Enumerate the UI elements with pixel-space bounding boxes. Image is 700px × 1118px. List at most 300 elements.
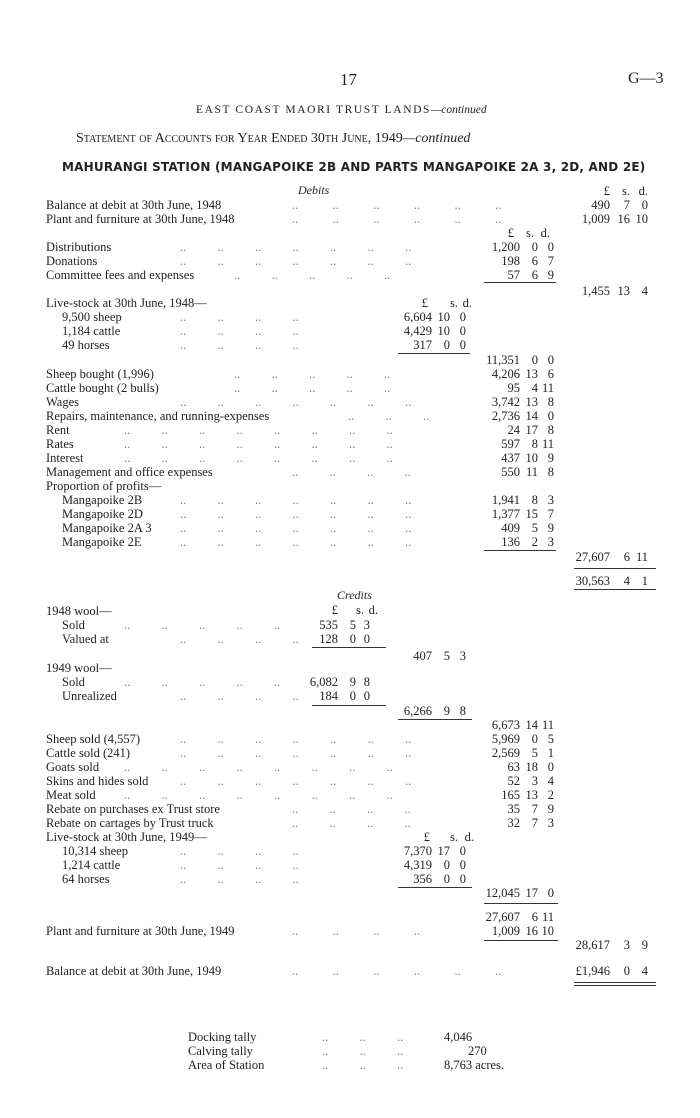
credit-wool-item-row	[0, 618, 700, 632]
credit-sale-row	[0, 788, 700, 802]
subtitle-trust-lands	[196, 104, 487, 116]
shilling: 3	[623, 938, 630, 952]
debit-livestock-item-label: 49 horses	[62, 338, 110, 352]
amount	[482, 254, 554, 269]
pence: 4	[641, 284, 648, 298]
shilling: 4	[531, 381, 538, 395]
leader-dots: .. .. .. .. .. .. ..	[180, 240, 412, 254]
pence-header: d.	[464, 830, 474, 844]
pence: 10	[541, 924, 554, 938]
subtitle-trust-lands-cont: —continued	[431, 104, 487, 116]
amount	[572, 198, 648, 213]
credit-wool-1949-label: 1949 wool—	[46, 661, 112, 675]
debit-livestock-item-label: 9,500 sheep	[62, 310, 122, 324]
debit-balance-1948-label: Balance at debit at 30th June, 1948	[46, 198, 222, 212]
pound: 356	[413, 872, 432, 886]
debit-expense-row	[0, 465, 700, 479]
debit-plant-1948-row	[0, 212, 700, 226]
credit-wool-item-label: Unrealized	[62, 689, 117, 703]
shilling: 0	[443, 338, 450, 352]
pound: 24	[507, 423, 520, 437]
pound: 597	[501, 437, 520, 451]
amount	[482, 240, 554, 255]
footer-value: 270	[468, 1044, 487, 1058]
pound: 535	[319, 618, 338, 632]
leader-dots: .. .. .. .. .. .. ..	[180, 774, 412, 788]
shilling: 0	[531, 240, 538, 254]
pence: 0	[363, 689, 370, 703]
shilling: 9	[443, 704, 450, 718]
credit-sale-label: Cattle sold (241)	[46, 746, 131, 760]
amount	[482, 451, 554, 466]
credit-sale-label: Sheep sold (4,557)	[46, 732, 141, 746]
pound-header: £	[421, 296, 428, 310]
leader-dots: .. .. ..	[322, 1030, 404, 1044]
pound: 550	[501, 465, 520, 479]
amount	[482, 746, 554, 761]
pound: 63	[507, 760, 520, 774]
station-title: MAHURANGI STATION (MANGAPOIKE 2B AND PARTS MANGAPOIKE 2A 3, 2D, AND 2E)	[62, 160, 646, 174]
shilling: 7	[623, 198, 630, 212]
footer-label: Docking tally	[188, 1030, 257, 1044]
amount	[482, 732, 554, 747]
debit-profit-row	[0, 535, 700, 549]
debit-livestock-item-label: 1,184 cattle	[62, 324, 121, 338]
shilling: 17	[437, 844, 450, 858]
leader-dots: .. .. .. ..	[292, 802, 411, 816]
amount	[572, 550, 648, 565]
pence: 9	[547, 521, 554, 535]
amount	[482, 437, 554, 452]
credit-sale-row	[0, 746, 700, 760]
credit-livestock-item-label: 64 horses	[62, 872, 110, 886]
pound: 27,607	[575, 550, 610, 564]
credit-wool-item-row	[0, 632, 700, 646]
amount	[312, 618, 370, 633]
amount	[482, 788, 554, 803]
debit-profit-label: Mangapoike 2A 3	[62, 521, 152, 535]
shilling: 5	[349, 618, 356, 632]
shilling: 0	[349, 632, 356, 646]
pence: 3	[459, 649, 466, 663]
leader-dots: .. .. .. .. .. .. ..	[180, 746, 412, 760]
pence: 0	[459, 858, 466, 872]
amount	[482, 381, 554, 396]
debit-livestock-item-row	[0, 338, 700, 352]
debit-expense-label: Rent	[46, 423, 70, 437]
leader-dots: .. .. .. .. ..	[234, 381, 391, 395]
credit-sale-row	[0, 774, 700, 788]
debit-distributions-label: Distributions	[46, 240, 112, 254]
pence: 3	[547, 493, 554, 507]
amount	[482, 910, 554, 925]
shilling: 6	[623, 550, 630, 564]
debit-expense-label: Cattle bought (2 bulls)	[46, 381, 159, 395]
leader-dots: .. .. .. .. .. ..	[292, 198, 502, 212]
pence: 9	[641, 938, 648, 952]
leader-dots: .. .. .. ..	[180, 324, 299, 338]
pence: 11	[541, 381, 554, 395]
pound: 128	[319, 632, 338, 646]
leader-dots: .. .. .. ..	[292, 816, 411, 830]
footer-value: 8,763 acres.	[444, 1058, 505, 1072]
shilling: 13	[525, 367, 538, 381]
debit-profit-label: Mangapoike 2E	[62, 535, 142, 549]
credit-wool-item-row	[0, 689, 700, 703]
credit-wool-item-label: Sold	[62, 675, 85, 689]
leader-dots: .. .. .. ..	[180, 872, 299, 886]
pound: 52	[507, 774, 520, 788]
credit-sale-row	[0, 760, 700, 774]
amount	[394, 844, 466, 859]
leader-dots: .. .. .. ..	[180, 858, 299, 872]
shilling: 7	[531, 816, 538, 830]
credit-wool-1949-total-row	[0, 704, 700, 718]
credit-sale-row	[0, 732, 700, 746]
leader-dots: .. .. .. ..	[180, 338, 299, 352]
shilling: 0	[531, 353, 538, 367]
pence: 0	[459, 872, 466, 886]
leader-dots: .. .. .. ..	[180, 844, 299, 858]
pound: 6,082	[309, 675, 338, 689]
leader-dots: .. .. .. .. .. ..	[292, 212, 502, 226]
amount	[394, 872, 466, 887]
pence: 4	[547, 774, 554, 788]
leader-dots: .. .. .. .. ..	[124, 675, 281, 689]
credit-balance-1949-label: Balance at debit at 30th June, 1949	[46, 964, 222, 978]
pence: 0	[363, 632, 370, 646]
debit-distributions-row	[0, 240, 700, 254]
amount	[482, 353, 554, 368]
amount	[482, 507, 554, 522]
pound-header: £	[603, 184, 610, 198]
pound: 57	[507, 268, 520, 282]
credit-sale-label: Rebate on cartages by Trust truck	[46, 816, 214, 830]
pence: 7	[547, 507, 554, 521]
pence-header: d.	[368, 603, 378, 617]
pound: 27,607	[485, 910, 520, 924]
pound: 28,617	[575, 938, 610, 952]
amount	[482, 521, 554, 536]
subtitle-statement-main: Statement of Accounts for Year Ended 30th June, 1949	[76, 131, 403, 146]
shilling: 17	[525, 886, 538, 900]
amount	[482, 493, 554, 508]
amount	[312, 632, 370, 647]
amount	[482, 423, 554, 438]
credit-wool-1948-heading-row	[0, 604, 700, 618]
debit-profits-label: Proportion of profits—	[46, 479, 162, 493]
shilling: 0	[531, 732, 538, 746]
pence-header: d.	[540, 226, 550, 240]
amount	[394, 858, 466, 873]
debit-livestock-1948-label: Live-stock at 30th June, 1948—	[46, 296, 207, 310]
pound: 1,200	[491, 240, 520, 254]
rule	[484, 903, 558, 904]
pound: 184	[319, 689, 338, 703]
leader-dots: .. .. .. .. .. .. .. ..	[124, 423, 393, 437]
pence: 0	[459, 310, 466, 324]
shilling: 0	[443, 858, 450, 872]
pence: 10	[635, 212, 648, 226]
debit-expense-row	[0, 367, 700, 381]
amount	[482, 816, 554, 831]
leader-dots: .. .. .. .. .. .. ..	[180, 395, 412, 409]
debit-expense-row	[0, 395, 700, 409]
pound: 95	[507, 381, 520, 395]
shilling: 6	[531, 254, 538, 268]
pence: 11	[541, 718, 554, 732]
credit-balance-1949-row	[0, 964, 700, 978]
pence: 11	[541, 437, 554, 451]
subtitle-statement-cont: —continued	[402, 131, 471, 146]
shilling: 4	[623, 574, 630, 588]
pound-header: £	[331, 603, 338, 617]
debits-lsd-header-col4	[590, 184, 648, 199]
amount	[482, 886, 554, 901]
footer-label: Area of Station	[188, 1058, 265, 1072]
pence: 3	[547, 535, 554, 549]
amount	[482, 718, 554, 733]
leader-dots: .. .. .. .. .. .. ..	[180, 254, 412, 268]
shilling: 16	[617, 212, 630, 226]
rule	[574, 568, 656, 569]
rule	[312, 647, 386, 648]
amount	[572, 212, 648, 227]
rule	[574, 589, 656, 590]
rule	[574, 985, 656, 986]
leader-dots: .. .. .. .. .. .. .. ..	[124, 760, 393, 774]
pound: 1,941	[491, 493, 520, 507]
pence-header: d.	[638, 184, 648, 198]
credit-wool-1949-heading-row	[0, 661, 700, 675]
leader-dots: .. .. .. .. ..	[234, 367, 391, 381]
shilling: 13	[617, 284, 630, 298]
pound: 6,604	[403, 310, 432, 324]
amount	[482, 367, 554, 382]
amount	[482, 395, 554, 410]
credit-wool-item-row	[0, 675, 700, 689]
footer-row	[0, 1044, 700, 1058]
shilling-header: s.	[526, 226, 534, 240]
amount	[482, 802, 554, 817]
leader-dots: .. .. .. .. .. .. ..	[180, 535, 412, 549]
page-number: 17	[340, 70, 357, 89]
debit-profit-row	[0, 493, 700, 507]
leader-dots: .. .. ..	[322, 1058, 404, 1072]
shilling: 5	[531, 521, 538, 535]
leader-dots: .. .. .. ..	[292, 465, 411, 479]
credit-livestock-item-row	[0, 858, 700, 872]
leader-dots: .. .. ..	[348, 409, 430, 423]
amount	[394, 704, 466, 719]
debit-committee-label: Committee fees and expenses	[46, 268, 195, 282]
shilling: 10	[437, 310, 450, 324]
leader-dots: .. .. .. .. .. .. ..	[180, 507, 412, 521]
pound: 317	[413, 338, 432, 352]
shilling: 9	[349, 675, 356, 689]
debit-expense-label: Wages	[46, 395, 80, 409]
shilling: 14	[525, 718, 538, 732]
shilling-header: s.	[450, 830, 458, 844]
debit-livestock-item-row	[0, 310, 700, 324]
pence: 8	[547, 423, 554, 437]
amount	[482, 465, 554, 480]
pence: 0	[641, 198, 648, 212]
debit-donations-label: Donations	[46, 254, 98, 268]
credit-sale-label: Skins and hides sold	[46, 774, 149, 788]
footer-value: 4,046	[444, 1030, 473, 1044]
shilling-header: s.	[356, 603, 364, 617]
pence: 11	[541, 910, 554, 924]
credit-wool-total-row	[0, 718, 700, 732]
shilling: 16	[525, 924, 538, 938]
credit-livestock-item-label: 10,314 sheep	[62, 844, 128, 858]
lsd-header-col2	[414, 830, 474, 845]
pence: 3	[547, 816, 554, 830]
pound: 4,319	[403, 858, 432, 872]
pence: 0	[547, 760, 554, 774]
debit-grand-total-row	[0, 574, 700, 588]
credit-wool-item-label: Valued at	[62, 632, 109, 646]
rule	[484, 282, 556, 283]
shilling: 3	[531, 774, 538, 788]
pound: 2,736	[491, 409, 520, 423]
pound: 1,009	[581, 212, 610, 226]
pence: 9	[547, 268, 554, 282]
amount	[572, 574, 648, 589]
debit-profit-row	[0, 507, 700, 521]
pence: 6	[547, 367, 554, 381]
pound: 4,429	[403, 324, 432, 338]
credit-carried-row	[0, 910, 700, 924]
pence: 2	[547, 788, 554, 802]
amount	[482, 409, 554, 424]
debit-profit-label: Mangapoike 2D	[62, 507, 143, 521]
credit-livestock-1949-heading-row	[0, 830, 700, 844]
subtitle-statement	[76, 131, 470, 147]
credit-plant-1949-label: Plant and furniture at 30th June, 1949	[46, 924, 235, 938]
pound: 32	[507, 816, 520, 830]
credit-total-row	[0, 938, 700, 952]
amount	[394, 338, 466, 353]
debit-profit-row	[0, 521, 700, 535]
pence: 0	[547, 886, 554, 900]
amount	[572, 938, 648, 953]
pence: 0	[547, 240, 554, 254]
credit-livestock-item-label: 1,214 cattle	[62, 858, 121, 872]
leader-dots: .. .. .. .. .. .. .. ..	[124, 451, 393, 465]
debit-expense-label: Rates	[46, 437, 74, 451]
amount	[482, 535, 554, 550]
debit-expense-row	[0, 381, 700, 395]
pound: 1,377	[491, 507, 520, 521]
debits-lsd-header-col3	[498, 226, 550, 241]
amount	[482, 774, 554, 789]
debit-plant-1948-label: Plant and furniture at 30th June, 1948	[46, 212, 235, 226]
credit-sale-label: Goats sold	[46, 760, 100, 774]
credit-sale-label: Rebate on purchases ex Trust store	[46, 802, 220, 816]
pound: 12,045	[485, 886, 520, 900]
pence: 11	[635, 550, 648, 564]
leader-dots: .. .. .. ..	[180, 310, 299, 324]
shilling: 17	[525, 423, 538, 437]
pound: 6,266	[403, 704, 432, 718]
shilling: 18	[525, 760, 538, 774]
pound: 198	[501, 254, 520, 268]
amount	[572, 964, 648, 979]
amount	[304, 675, 370, 690]
pound: 1,455	[581, 284, 610, 298]
shilling: 5	[443, 649, 450, 663]
credit-sale-label: Meat sold	[46, 788, 96, 802]
pound: 3,742	[491, 395, 520, 409]
debit-profit-label: Mangapoike 2B	[62, 493, 143, 507]
shilling: 6	[531, 268, 538, 282]
pence: 7	[547, 254, 554, 268]
credit-livestock-1949-label: Live-stock at 30th June, 1949—	[46, 830, 207, 844]
debit-livestock-1948-total-row	[0, 353, 700, 367]
shilling: 15	[525, 507, 538, 521]
pence: 0	[547, 353, 554, 367]
shilling: 10	[525, 451, 538, 465]
shilling: 14	[525, 409, 538, 423]
pound: 4,206	[491, 367, 520, 381]
leader-dots: .. .. .. .. .. .. .. ..	[124, 437, 393, 451]
pound: 409	[501, 521, 520, 535]
footer-row	[0, 1030, 700, 1044]
pound: 5,969	[491, 732, 520, 746]
leader-dots: .. .. .. .. .. .. ..	[180, 521, 412, 535]
leader-dots: .. .. .. .. .. .. ..	[180, 732, 412, 746]
pence: 9	[547, 802, 554, 816]
pound-header: £	[423, 830, 430, 844]
leader-dots: .. .. .. .. .. ..	[292, 964, 502, 978]
debit-expense-label: Interest	[46, 451, 84, 465]
leader-dots: .. .. .. ..	[292, 924, 421, 938]
debit-profits-heading-row	[0, 479, 700, 493]
pound: 30,563	[575, 574, 610, 588]
amount	[394, 324, 466, 339]
pound: 2,569	[491, 746, 520, 760]
debit-expense-label: Repairs, maintenance, and running-expenses	[46, 409, 270, 423]
pence: 0	[459, 338, 466, 352]
shilling: 11	[525, 465, 538, 479]
amount	[482, 760, 554, 775]
pound: 35	[507, 802, 520, 816]
leader-dots: .. .. .. .. .. .. .. ..	[124, 788, 393, 802]
leader-dots: .. .. .. .. ..	[124, 618, 281, 632]
shilling: 5	[531, 746, 538, 760]
leader-dots: .. .. .. ..	[180, 689, 299, 703]
amount	[482, 924, 554, 939]
pound: 490	[591, 198, 610, 212]
pound: 136	[501, 535, 520, 549]
pound-header: £	[507, 226, 514, 240]
pence: 8	[547, 465, 554, 479]
shilling: 0	[349, 689, 356, 703]
debits-heading: Debits	[298, 183, 330, 197]
credit-livestock-1949-total-row	[0, 886, 700, 900]
debit-committee-row	[0, 268, 700, 282]
credit-wool-1948-label: 1948 wool—	[46, 604, 112, 618]
lsd-header-col2	[412, 296, 472, 311]
debit-subtotal-2-row	[0, 550, 700, 564]
shilling: 2	[531, 535, 538, 549]
shilling: 6	[531, 910, 538, 924]
pound: 437	[501, 451, 520, 465]
shilling: 0	[623, 964, 630, 978]
shilling: 7	[531, 802, 538, 816]
